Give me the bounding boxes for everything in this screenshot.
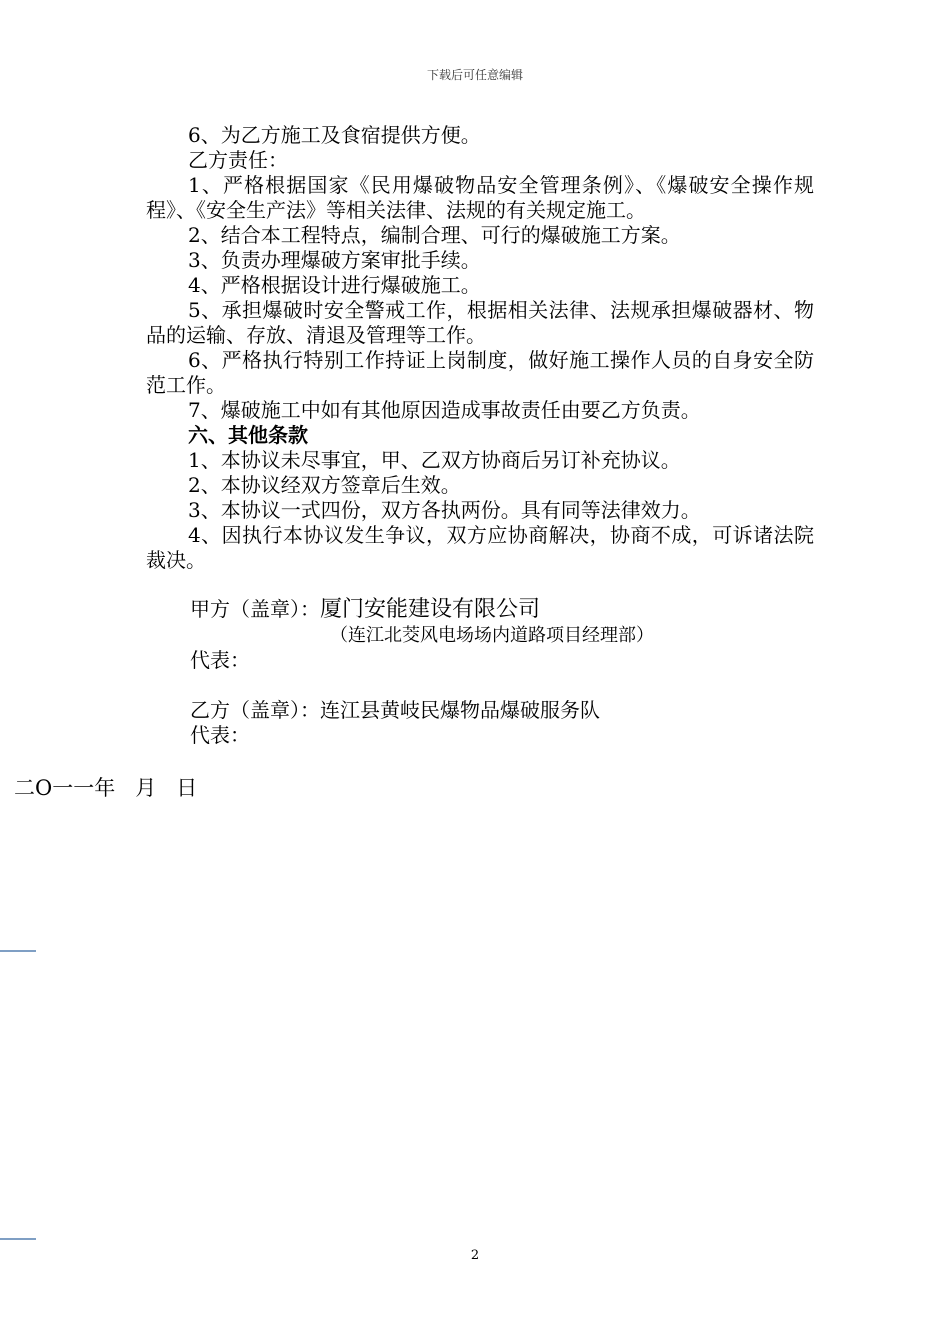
party-a-line: [190, 597, 540, 622]
section-heading: 六、其他条款: [188, 423, 308, 447]
paragraph: 3、本协议一式四份，双方各执两份。具有同等法律效力。: [188, 498, 701, 522]
party-a-subtitle: （连江北茭风电场场内道路项目经理部）: [330, 625, 654, 646]
margin-mark: [0, 1238, 36, 1240]
party-a-label: 甲方（盖章）：: [190, 597, 320, 621]
party-b-representative: 代表：: [190, 723, 250, 747]
paragraph: 6、严格执行特别工作持证上岗制度，做好施工操作人员的自身安全防范工作。: [146, 348, 814, 397]
paragraph: 2、结合本工程特点，编制合理、可行的爆破施工方案。: [188, 223, 681, 247]
paragraph: 4、因执行本协议发生争议，双方应协商解决，协商不成，可诉诸法院裁决。: [146, 523, 814, 572]
party-b-line: 乙方（盖章）：连江县黄岐民爆物品爆破服务队: [190, 698, 600, 722]
page-number: 2: [470, 1248, 480, 1263]
paragraph: 1、严格根据国家《民用爆破物品安全管理条例》、《爆破安全操作规程》、《安全生产法》等相关法律、法规的有关规定施工。: [146, 173, 814, 222]
margin-mark: [0, 950, 36, 952]
page-header: 下载后可任意编辑: [426, 68, 523, 82]
paragraph: 5、承担爆破时安全警戒工作，根据相关法律、法规承担爆破器材、物品的运输、存放、清退及管理等工作。: [146, 298, 814, 347]
paragraph: 乙方责任：: [188, 148, 288, 172]
paragraph: 3、负责办理爆破方案审批手续。: [188, 248, 481, 272]
paragraph: 6、为乙方施工及食宿提供方便。: [188, 123, 481, 147]
party-a-representative: 代表：: [190, 648, 250, 672]
paragraph: 1、本协议未尽事宜，甲、乙双方协商后另订补充协议。: [188, 448, 681, 472]
paragraph: 4、严格根据设计进行爆破施工。: [188, 273, 481, 297]
signing-date: 二O一一年 月 日: [14, 776, 198, 800]
paragraph: 2、本协议经双方签章后生效。: [188, 473, 461, 497]
paragraph: 7、爆破施工中如有其他原因造成事故责任由要乙方负责。: [188, 398, 701, 422]
contract-body: [146, 123, 814, 573]
party-a-name: 厦门安能建设有限公司: [320, 597, 541, 622]
